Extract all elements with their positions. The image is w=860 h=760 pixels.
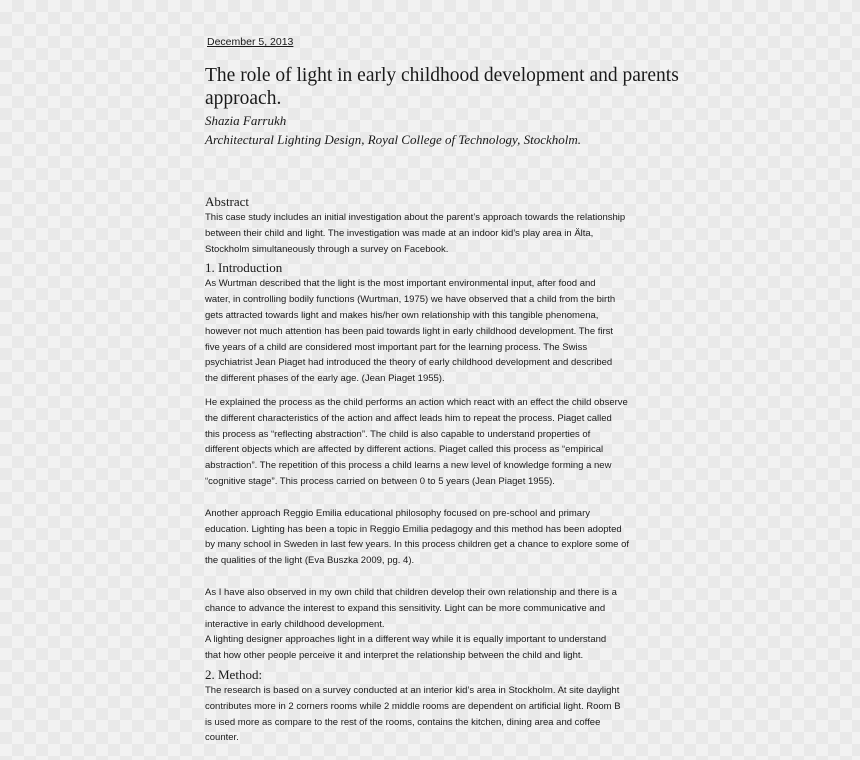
introduction-paragraph-2: He explained the process as the child performs an action which react with an effect the child observe the different characteristics of the action and affect leads him to repeat the process. Piaget called this process as “reflecting abstraction”. The child is also capable to understand properties of different objects which are affected by different actions. Piaget called this process as “empirical abstraction”. The repetition of this process a child learns a new level of knowledge forming a new “cognitive stage”. This process carried on between 0 to 5 years (Jean Piaget 1955). [205, 396, 628, 487]
method-heading: 2. Method: [205, 666, 263, 682]
abstract-text: This case study includes an initial investigation about the parent’s approach towards the relationship between their child and light. The investigation was made at an indoor kid’s play area in Älta, Stockholm simultaneously through a survey on Facebook. [205, 212, 626, 255]
abstract-heading: Abstract [205, 194, 250, 209]
paper-title-line-2: approach. [205, 88, 282, 109]
paper-author: Shazia Farrukh [205, 113, 287, 128]
introduction-paragraph-4: As I have also observed in my own child that children develop their own relationship and there is a chance to advance the interest to expand this sensitivity. Light can be more communicative and interactive in early childhood development. A lighting designer approaches light in a different way while it is equally important to understand that how other people perceive it and interpret the relationship between the child and light. [205, 586, 617, 662]
document-date: December 5, 2013 [207, 36, 294, 48]
paper-title [205, 64, 679, 110]
paper-title-line-1: The role of light in early childhood development and parents [205, 65, 679, 86]
method-text: The research is based on a survey conducted at an interior kid’s area in Stockholm. At site daylight contributes more in 2 corners rooms while 2 middle rooms are dependent on artificial light. Room B is used more as compare to the rest of the rooms, contains the kitchen, dining area and coffee counter. [205, 684, 621, 744]
document-page [205, 36, 679, 746]
introduction-paragraph-3: Another approach Reggio Emilia educational philosophy focused on pre-school and primary education. Lighting has been a topic in Reggio Emilia pedagogy and this method has been adopted by many school in Sweden in last few years. In this process children get a chance to explore some of the qualities of the light (Eva Buszka 2009, pg. 4). [205, 507, 630, 567]
introduction-heading: 1. Introduction [205, 260, 283, 276]
introduction-paragraph-1: As Wurtman described that the light is the most important environmental input, after food and water, in controlling bodily functions (Wurtman, 1975) we have observed that a child from the birth gets attracted towards light and makes his/her own relationship with this tangible phenomena, however not much attention has been paid towards light in early childhood development. The first five years of a child are considered most important part for the learning process. The Swiss psychiatrist Jean Piaget had introduced the theory of early childhood development and described the different phases of the early age. (Jean Piaget 1955). [205, 278, 616, 385]
paper-affiliation: Architectural Lighting Design, Royal College of Technology, Stockholm. [205, 132, 581, 147]
